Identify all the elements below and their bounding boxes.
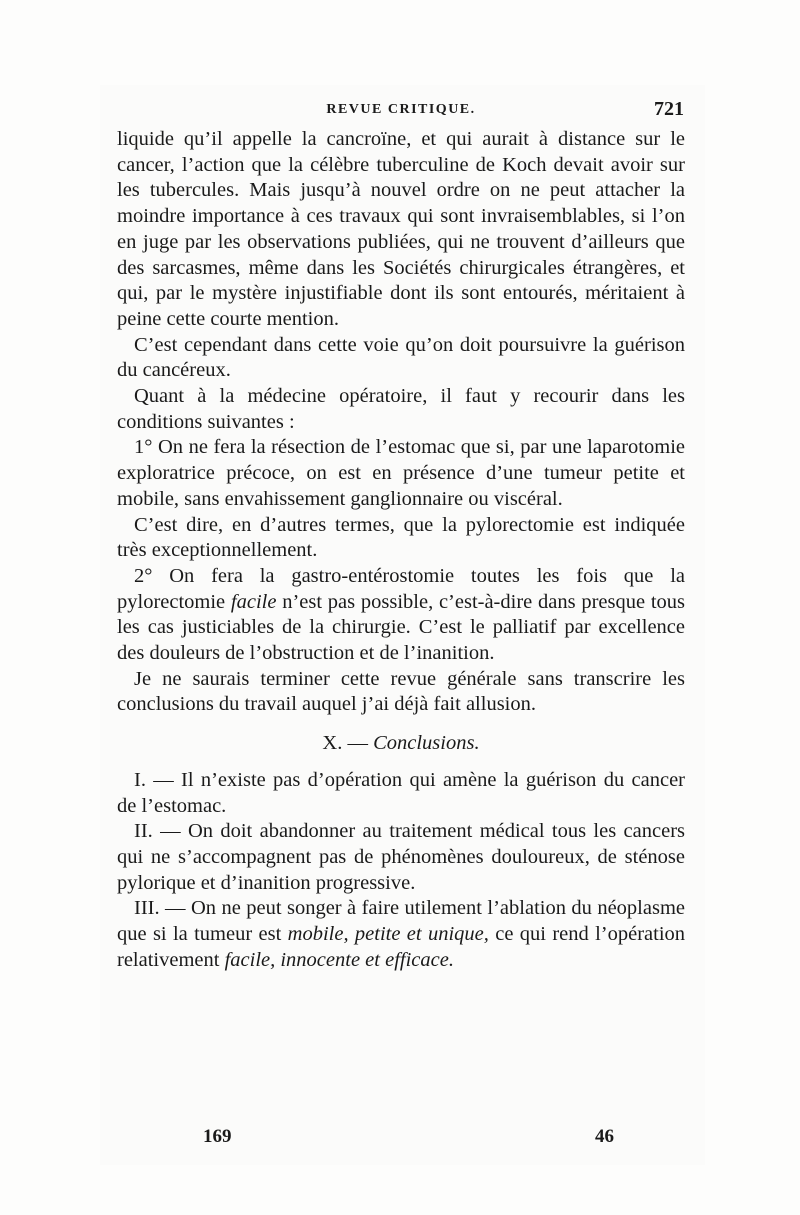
text-run: III. — On ne peut songer à faire utilement l’ablation du néoplasme que si la tumeur est xyxy=(117,897,685,946)
italic-text: mobile, petite et unique, xyxy=(287,923,489,946)
heading-title: Conclusions. xyxy=(373,732,480,755)
signature-mark-right: 46 xyxy=(595,1126,614,1147)
running-head xyxy=(118,98,684,122)
signature-mark-left: 169 xyxy=(203,1126,232,1147)
text-run: n’est pas possible, c’est-à-dire dans presque tous les cas justiciables de la chirurgie. C’est le palliatif par excellence des douleurs de l’obstruction et de l’inanition. xyxy=(117,590,685,665)
heading-prefix: X. — xyxy=(322,732,368,755)
page-number: 721 xyxy=(654,98,684,120)
running-title: REVUE CRITIQUE. xyxy=(326,102,476,117)
paragraph: 1° On ne fera la résection de l’estomac que si, par une laparotomie exploratrice précoce, on est en présence d’une tumeur petite et mobile, sans envahissement ganglionnaire ou viscéral. xyxy=(117,436,685,510)
text-run: 2° On fera la gastro-entérostomie toutes les fois que la pylorectomie xyxy=(117,564,685,613)
page-footer xyxy=(117,1126,685,1154)
italic-text: facile, innocente et efficace. xyxy=(224,948,454,971)
paragraph: Je ne saurais terminer cette revue générale sans transcrire les conclusions du travail auquel j’ai déjà fait allusion. xyxy=(117,667,685,716)
paragraph: C’est cependant dans cette voie qu’on doit poursuivre la guérison du cancéreux. xyxy=(117,333,685,382)
section-heading xyxy=(117,731,685,757)
text-run: ce qui rend l’opération relativement xyxy=(117,923,686,971)
italic-text: facile xyxy=(230,590,277,613)
paragraph xyxy=(117,564,685,667)
conclusion-item: I. — Il n’existe pas d’opération qui amène la guérison du cancer de l’estomac. xyxy=(117,768,685,817)
paragraph: Quant à la médecine opératoire, il faut y recourir dans les conditions suivantes : xyxy=(117,385,685,433)
paragraph: liquide qu’il appelle la cancroïne, et qui aurait à distance sur le cancer, l’action que la célèbre tuberculine de Koch devait avoir sur les tubercules. Mais jusqu’à nouvel ordre on ne peut attacher la moindre importance à ces travaux qui sont invraisemblables, si l’on en juge par les observations publiées, qui ne trouvent d’ailleurs que des sarcasmes, même dans les Sociétés chirurgicales étrangères, et qui, par le mystère injustifiable dont ils sont entourés, méritaient à peine cette courte mention. xyxy=(117,128,685,330)
paragraph: C’est dire, en d’autres termes, que la pylorectomie est indiquée très exceptionnellement. xyxy=(117,513,685,562)
conclusion-item xyxy=(117,896,685,973)
conclusion-item: II. — On doit abandonner au traitement médical tous les cancers qui ne s’accompagnent pas de phénomènes douloureux, de sténose pylorique et d’inanition progressive. xyxy=(117,820,685,894)
body-text xyxy=(117,127,685,974)
